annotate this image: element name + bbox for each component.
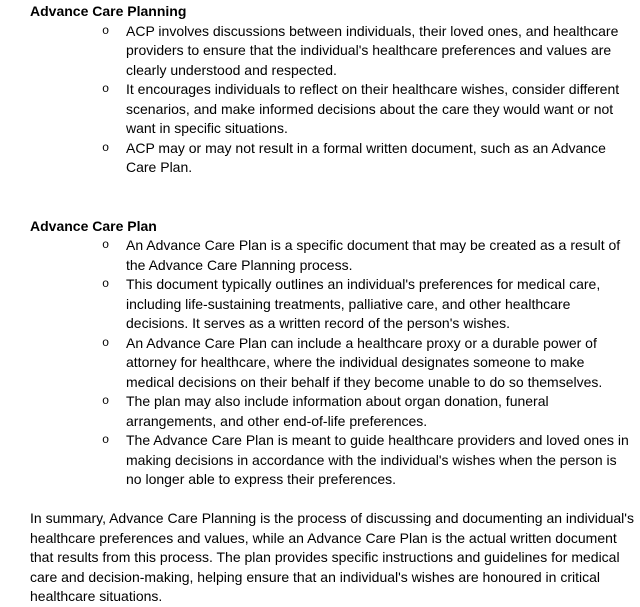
section-heading-advance-care-planning: Advance Care Planning <box>30 3 187 19</box>
list-item-text: The Advance Care Plan is meant to guide healthcare providers and loved ones in making decisions in accordance with the individual's wishes when the person is no longer able to express their preferences. <box>126 432 629 487</box>
spacer <box>30 178 636 217</box>
list-item <box>30 275 636 334</box>
list-item <box>30 236 636 275</box>
bullet-icon: o <box>102 140 110 155</box>
list-item-text: ACP may or may not result in a formal written document, such as an Advance Care Plan. <box>126 139 606 175</box>
list-item <box>30 431 636 490</box>
list-item-text: It encourages individuals to reflect on their healthcare wishes, consider different scenarios, and make informed decisions about the care they would want or not want in specific situations. <box>126 81 620 136</box>
bullet-icon: o <box>102 277 110 291</box>
document-body <box>30 2 636 607</box>
list-item <box>30 139 636 178</box>
summary-paragraph: In summary, Advance Care Planning is the process of discussing and documenting an individual's healthcare preferences and values, while an Advance Care Plan is the actual written document that results from this process. The plan provides specific instructions and guidelines for medical care and decision-making, helping ensure that an individual's wishes are honoured in critical healthcare situations. <box>30 510 634 604</box>
bullet-icon: o <box>102 238 110 252</box>
list-item-text: ACP involves discussions between individuals, their loved ones, and healthcare providers to ensure that the individual's healthcare preferences and values are clearly understood and respected. <box>126 22 619 78</box>
list-item-text: The plan may also include information about organ donation, funeral arrangements, and other end-of-life preferences. <box>126 393 549 429</box>
list-item-text: An Advance Care Plan can include a healthcare proxy or a durable power of attorney for healthcare, where the individual designates someone to make medical decisions on their behalf if they become unable to do so themselves. <box>126 334 603 390</box>
bullet-icon: o <box>102 433 110 447</box>
bullet-icon: o <box>102 23 110 38</box>
bullet-icon: o <box>102 394 110 408</box>
advance-care-planning-list <box>30 22 636 178</box>
bullet-icon: o <box>102 335 110 350</box>
section-heading-advance-care-plan: Advance Care Plan <box>30 217 157 234</box>
spacer <box>30 490 636 510</box>
list-item-text: This document typically outlines an individual's preferences for medical care, including life-sustaining treatments, palliative care, and other healthcare decisions. It serves as a written record of the person's wishes. <box>126 276 601 331</box>
list-item-text: An Advance Care Plan is a specific document that may be created as a result of the Advance Care Planning process. <box>126 237 621 273</box>
list-item <box>30 22 636 81</box>
list-item <box>30 80 636 139</box>
advance-care-plan-list <box>30 236 636 490</box>
list-item <box>30 334 636 393</box>
bullet-icon: o <box>102 82 110 96</box>
list-item <box>30 392 636 431</box>
